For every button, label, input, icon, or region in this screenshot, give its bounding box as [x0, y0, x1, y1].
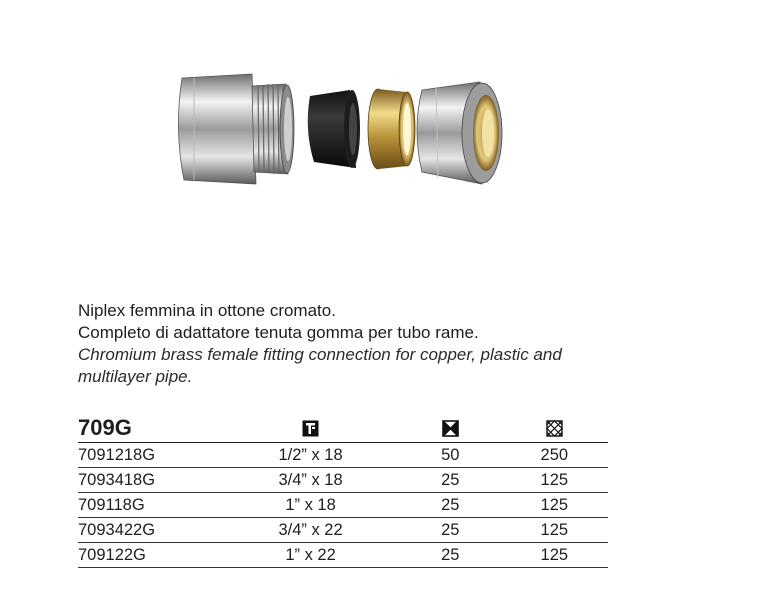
row-pack: 50: [400, 443, 501, 468]
row-code: 709122G: [78, 543, 221, 568]
row-code: 7093418G: [78, 468, 221, 493]
table-row: [78, 518, 608, 543]
brass-ring: [368, 89, 415, 169]
row-size: 1” x 22: [221, 543, 400, 568]
row-code: 709118G: [78, 493, 221, 518]
rubber-seal: [308, 90, 360, 168]
model-code: 709G: [78, 414, 221, 443]
row-pack: 25: [400, 493, 501, 518]
row-code: 7091218G: [78, 443, 221, 468]
description-en-line-1: Chromium brass female fitting connection for copper, plastic and: [78, 345, 562, 364]
description-en-line-2: multilayer pipe.: [78, 367, 193, 386]
box-pack-icon: [442, 420, 459, 437]
row-box: 125: [501, 543, 608, 568]
row-size: 3/4” x 22: [221, 518, 400, 543]
hex-nut: [417, 82, 502, 184]
product-image: [160, 60, 520, 200]
product-table-container: [78, 414, 608, 568]
row-size: 1” x 18: [221, 493, 400, 518]
row-pack: 25: [400, 518, 501, 543]
row-box: 125: [501, 468, 608, 493]
row-code: 7093422G: [78, 518, 221, 543]
table-row: [78, 543, 608, 568]
row-pack: 25: [400, 543, 501, 568]
female-fitting-body: [178, 74, 294, 184]
table-header-row: [78, 414, 608, 443]
carton-pack-icon: [546, 420, 563, 437]
row-box: 250: [501, 443, 608, 468]
product-description: [78, 300, 638, 388]
row-size: 1/2” x 18: [221, 443, 400, 468]
female-thread-icon: [302, 420, 319, 437]
row-size: 3/4” x 18: [221, 468, 400, 493]
header-size: [221, 414, 400, 443]
table-row: [78, 443, 608, 468]
table-row: [78, 493, 608, 518]
row-pack: 25: [400, 468, 501, 493]
description-it-line-1: Niplex femmina in ottone cromato.: [78, 301, 336, 320]
table-row: [78, 468, 608, 493]
product-table: [78, 414, 608, 568]
row-box: 125: [501, 518, 608, 543]
row-box: 125: [501, 493, 608, 518]
header-box: [501, 414, 608, 443]
header-pack: [400, 414, 501, 443]
description-it-line-2: Completo di adattatore tenuta gomma per tubo rame.: [78, 323, 479, 342]
